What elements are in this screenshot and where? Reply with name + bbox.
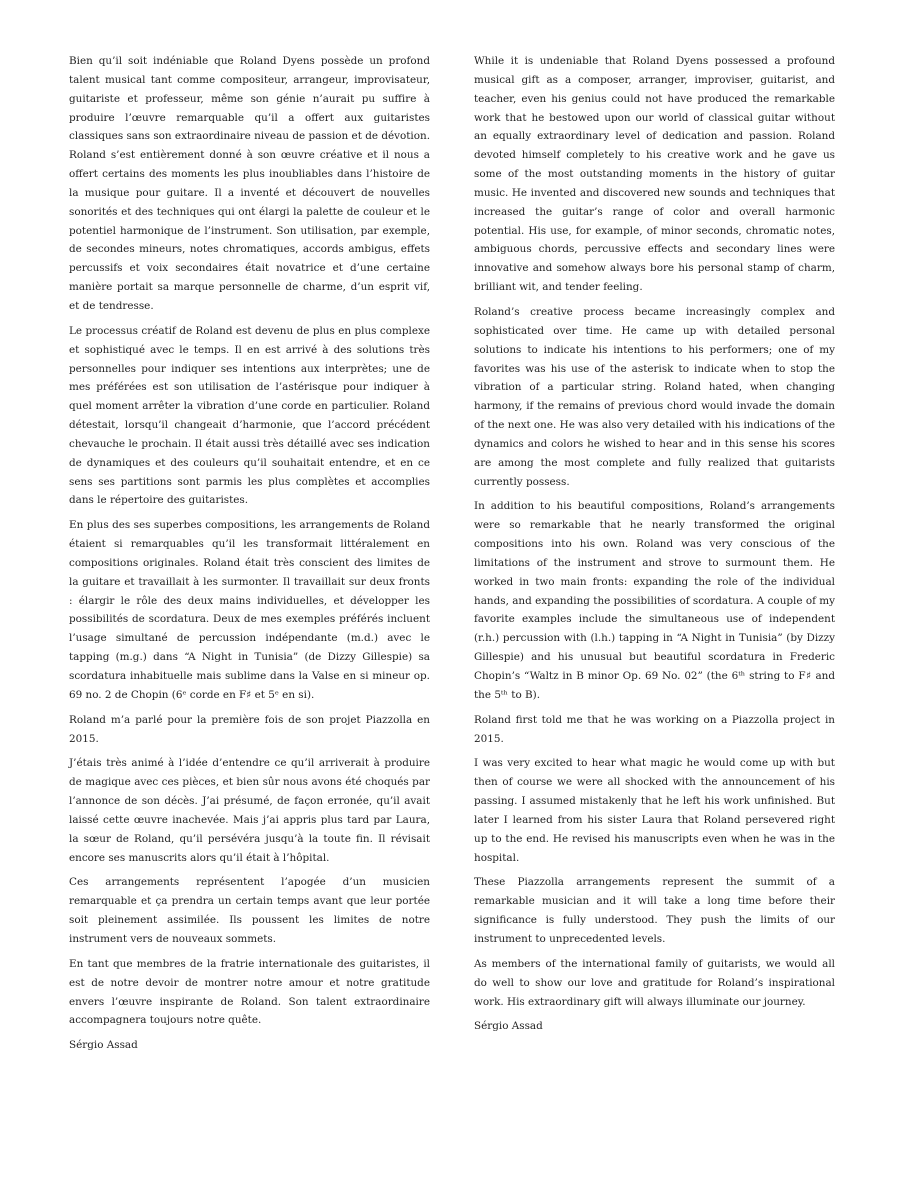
fr-paragraph-2: Le processus créatif de Roland est devenu de plus en plus complexe et sophistiqué avec le temps. Il en est arrivé à des solutions très personnelles pour indiquer ses intentions aux interprètes; une de mes préférées est son utilisation de l’astérisque pour indiquer à quel moment arrêter la vibration d’une corde en particulier. Roland détestait, lorsqu’il changeait d’harmonie, que l’accord précédent chevauche le prochain. Il était aussi très détaillé avec ses indication de dynamiques et des couleurs qu’il souhaitait entendre, et en ce sens ses partitions sont parmis les plus complètes et accomplies dans le répertoire des guitaristes.: [69, 324, 430, 507]
en-paragraph-3: In addition to his beautiful compositions, Roland’s arrangements were so remarkable that he nearly transformed the original compositions into his own. Roland was very conscious of the limitations of the instrument and strove to surmount them. He worked in two main fronts: expanding the role of the individual hands, and expanding the possibilities of scordatura. A couple of my favorite examples include the simultaneous use of independent (r.h.) percussion with (l.h.) tapping in “A Night in Tunisia” (by Dizzy Gillespie) and his unusual but beautiful scordatura in Frederic Chopin’s “Waltz in B minor Op. 69 No. 02” (the 6ᵗʰ string to F♯ and the 5ᵗʰ to B).: [474, 500, 835, 701]
en-paragraph-7: As members of the international family of guitarists, we would all do well to show our love and gratitude for Roland’s inspirational work. His extraordinary gift will always illuminate our journey.: [474, 957, 835, 1008]
fr-signature: Sérgio Assad: [69, 1039, 138, 1052]
fr-paragraph-1: Bien qu’il soit indéniable que Roland Dyens possède un profond talent musical tant comme compositeur, arrangeur, improvisateur, guitariste et professeur, même son génie n’aurait pu suffire à produire l’œuvre remarquable qu’il a offert aux guitaristes classiques sans son extraordinaire niveau de passion et de dévotion. Roland s’est entièrement donné à son œuvre créative et il nous a offert certains des moments les plus inoubliables dans l’histoire de la musique pour guitare. Il a inventé et découvert de nouvelles sonorités et des techniques qui ont élargi la palette de couleur et le potentiel harmonique de l’instrument. Son utilisation, par exemple, de secondes mineurs, notes chromatiques, accords ambigus, effets percussifs et voix secondaires était novatrice et d’une certaine manière portait sa marque personnelle de charme, d’un esprit vif, et de tendresse.: [69, 55, 430, 312]
english-text-column: [474, 52, 835, 1042]
fr-paragraph-7: En tant que membres de la fratrie internationale des guitaristes, il est de notre devoir de montrer notre amour et notre gratitude envers l’œuvre inspirante de Roland. Son talent extraordinaire accompagnera toujours notre quête.: [69, 957, 430, 1027]
en-paragraph-6: These Piazzolla arrangements represent the summit of a remarkable musician and it will take a long time before their significance is fully understood. They push the limits of our instrument to unprecedented levels.: [474, 876, 835, 945]
fr-paragraph-3: En plus des ses superbes compositions, les arrangements de Roland étaient si remarquables qu’il les transformait littéralement en compositions originales. Roland était très conscient des limites de la guitare et travaillait à les surmonter. Il travaillait sur deux fronts : élargir le rôle des deux mains individuelles, et développer les possibilités de scordatura. Deux de mes exemples préférés incluent l’usage simultané de percussion indépendante (m.d.) avec le tapping (m.g.) dans “A Night in Tunisia” (de Dizzy Gillespie) sa scordatura inhabituelle mais sublime dans la Valse en si mineur op. 69 no. 2 de Chopin (6ᵉ corde en F♯ et 5ᵉ en si).: [69, 519, 430, 701]
en-paragraph-2: Roland’s creative process became increasingly complex and sophisticated over time. He came up with detailed personal solutions to indicate his intentions to his performers; one of my favorites was his use of the asterisk to indicate when to stop the vibration of a particular string. Roland hated, when changing harmony, if the remains of previous chord would invade the domain of the next one. He was also very detailed with his indications of the dynamics and colors he wished to hear and in this sense his scores are among the most complete and fully realized that guitarists currently possess.: [474, 305, 835, 488]
fr-paragraph-6: Ces arrangements représentent l’apogée d’un musicien remarquable et ça prendra un certain temps avant que leur portée soit pleinement assimilée. Ils poussent les limites de notre instrument vers de nouveaux sommets.: [69, 876, 430, 945]
en-signature: Sérgio Assad: [474, 1020, 543, 1033]
fr-paragraph-4: Roland m’a parlé pour la première fois de son projet Piazzolla en 2015.: [69, 713, 430, 745]
fr-paragraph-5: J’étais très animé à l’idée d’entendre ce qu’il arriverait à produire de magique avec ces pièces, et bien sûr nous avons été choqués par l’annonce de son décès. J’ai présumé, de façon erronée, qu’il avait laissé cette œuvre inachevée. Mais j’ai appris plus tard par Laura, la sœur de Roland, qu’il persévéra jusqu’à la toute fin. Il révisait encore ses manuscrits alors qu’il était à l’hôpital.: [69, 757, 430, 864]
french-text-column: [69, 52, 430, 1061]
en-paragraph-5: I was very excited to hear what magic he would come up with but then of course we were all shocked with the announcement of his passing. I assumed mistakenly that he left his work unfinished. But later I learned from his sister Laura that Roland persevered right up to the end. He revised his manuscripts even when he was in the hospital.: [474, 757, 835, 864]
en-paragraph-4: Roland first told me that he was working on a Piazzolla project in 2015.: [474, 713, 835, 745]
en-paragraph-1: While it is undeniable that Roland Dyens possessed a profound musical gift as a composer, arranger, improviser, guitarist, and teacher, even his genius could not have produced the remarkable work that he bestowed upon our world of classical guitar without an equally extraordinary level of dedication and passion. Roland devoted himself completely to his creative work and he gave us some of the most outstanding moments in the history of guitar music. He invented and discovered new sounds and techniques that increased the guitar’s range of color and overall harmonic potential. His use, for example, of minor seconds, chromatic notes, ambiguous chords, percussive effects and secondary lines were innovative and somehow always bore his personal stamp of charm, brilliant wit, and tender feeling.: [474, 55, 835, 294]
